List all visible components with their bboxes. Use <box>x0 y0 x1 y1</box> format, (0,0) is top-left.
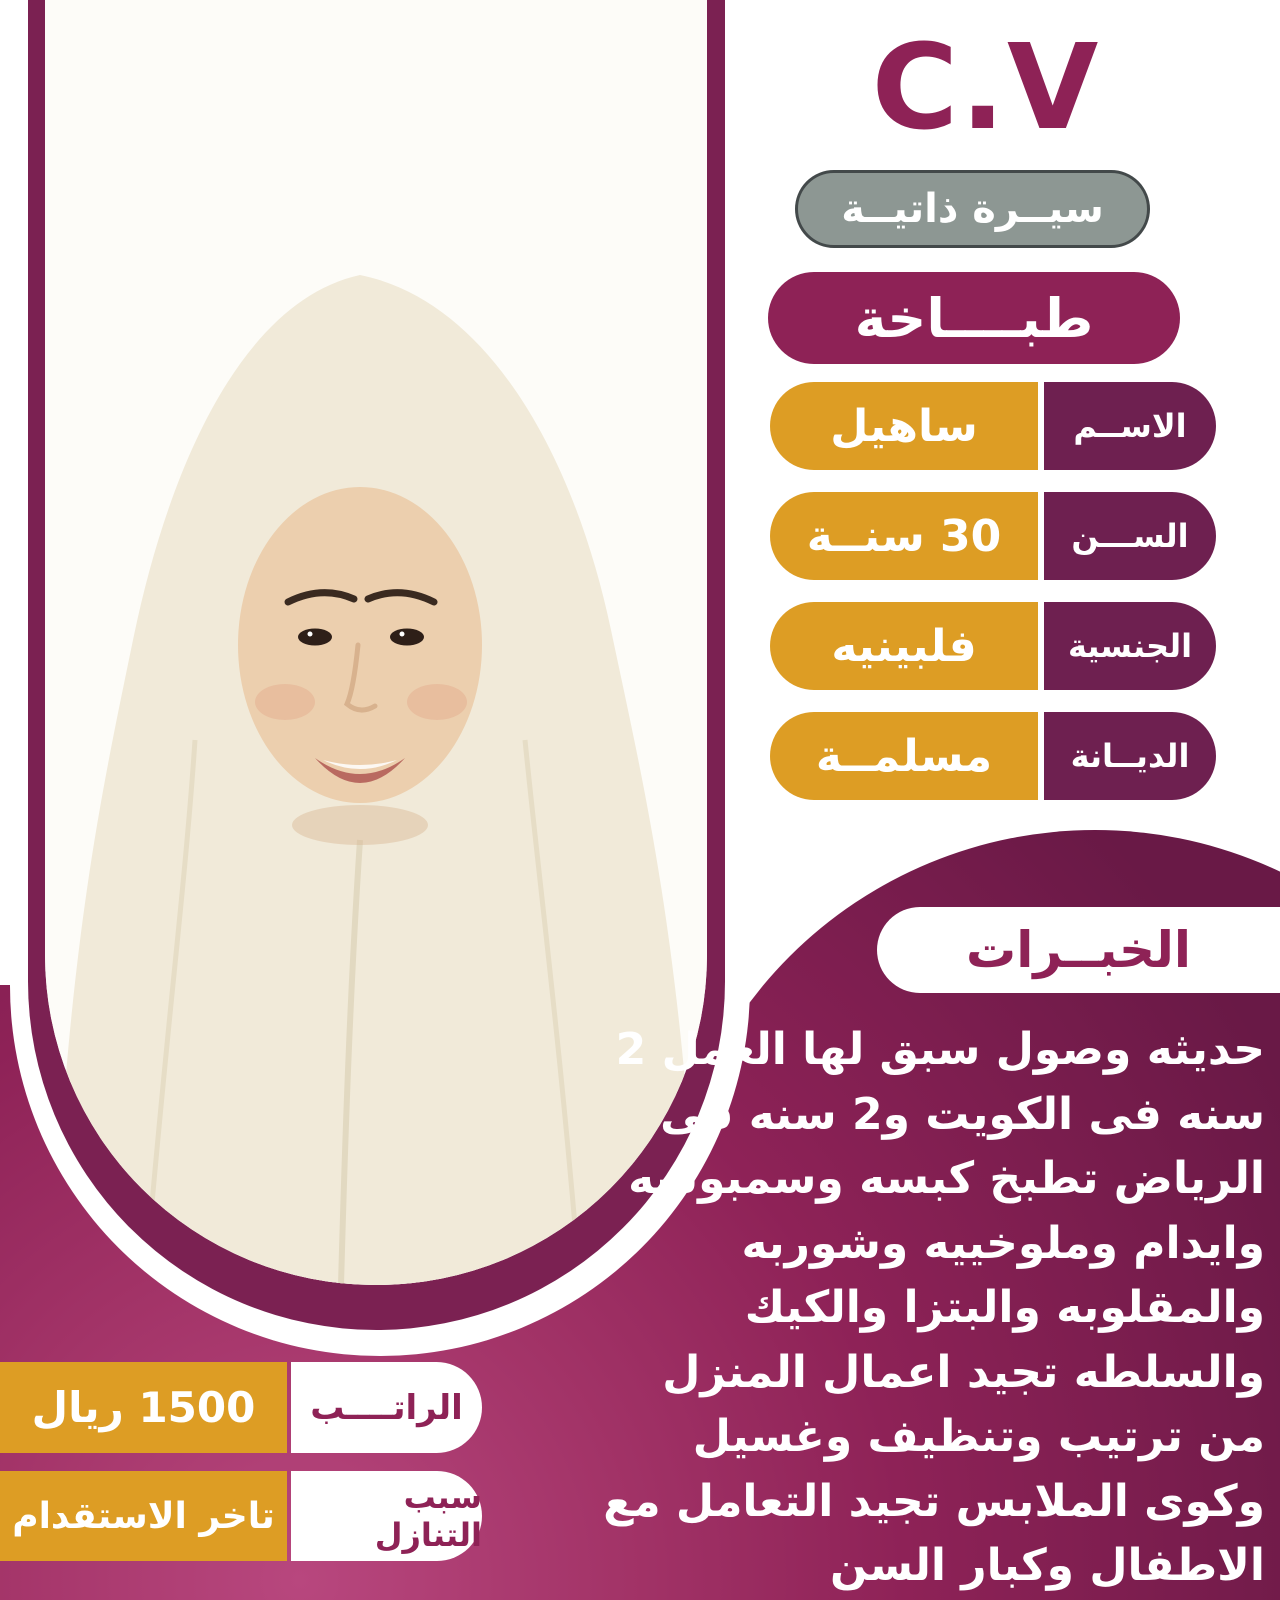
photo-area <box>45 0 707 1285</box>
experience-line: الرياض تطبخ كبسه وسمبوسه <box>628 1153 1265 1204</box>
portrait-photo <box>45 0 707 1285</box>
field-value-name: ساهيل <box>770 382 1038 470</box>
field-label-name: الاســم <box>1044 382 1216 470</box>
experience-line: حديثه وصول سبق لها العمل 2 <box>615 1024 1265 1075</box>
salary-label: الراتــــب <box>291 1362 482 1453</box>
field-value-age: 30 سنــة <box>770 492 1038 580</box>
cv-title: C.V <box>871 18 1101 156</box>
field-value-religion: مسلمــة <box>770 712 1038 800</box>
waiver-reason-label: سبب التنازل <box>291 1471 482 1561</box>
experience-line: وايدام وملوخييه وشوربه <box>741 1217 1265 1269</box>
role-pill: طبــــاخة <box>768 272 1180 364</box>
subtitle-pill: سيــرة ذاتيــة <box>795 170 1150 248</box>
experience-line: من ترتيب وتنظيف وغسيل <box>692 1411 1265 1462</box>
experience-line: والمقلوبه والبتزا والكيك <box>744 1282 1265 1333</box>
experience-line: وكوى الملابس تجيد التعامل مع <box>603 1475 1265 1527</box>
experience-text <box>603 1018 1265 1599</box>
salary-value: 1500 ريال <box>0 1362 287 1453</box>
experience-title-pill: الخبــرات <box>877 907 1280 993</box>
field-label-age: الســـن <box>1044 492 1216 580</box>
field-label-nationality: الجنسية <box>1044 602 1216 690</box>
field-label-religion: الديــانة <box>1044 712 1216 800</box>
experience-line: الاطفال وكبار السن <box>829 1540 1265 1591</box>
experience-line: سنه فى الكويت و2 سنه فى <box>660 1088 1265 1140</box>
waiver-reason-value: تاخر الاستقدام <box>0 1471 287 1561</box>
field-value-nationality: فلبينيه <box>770 602 1038 690</box>
experience-line: والسلطه تجيد اعمال المنزل <box>662 1346 1265 1398</box>
